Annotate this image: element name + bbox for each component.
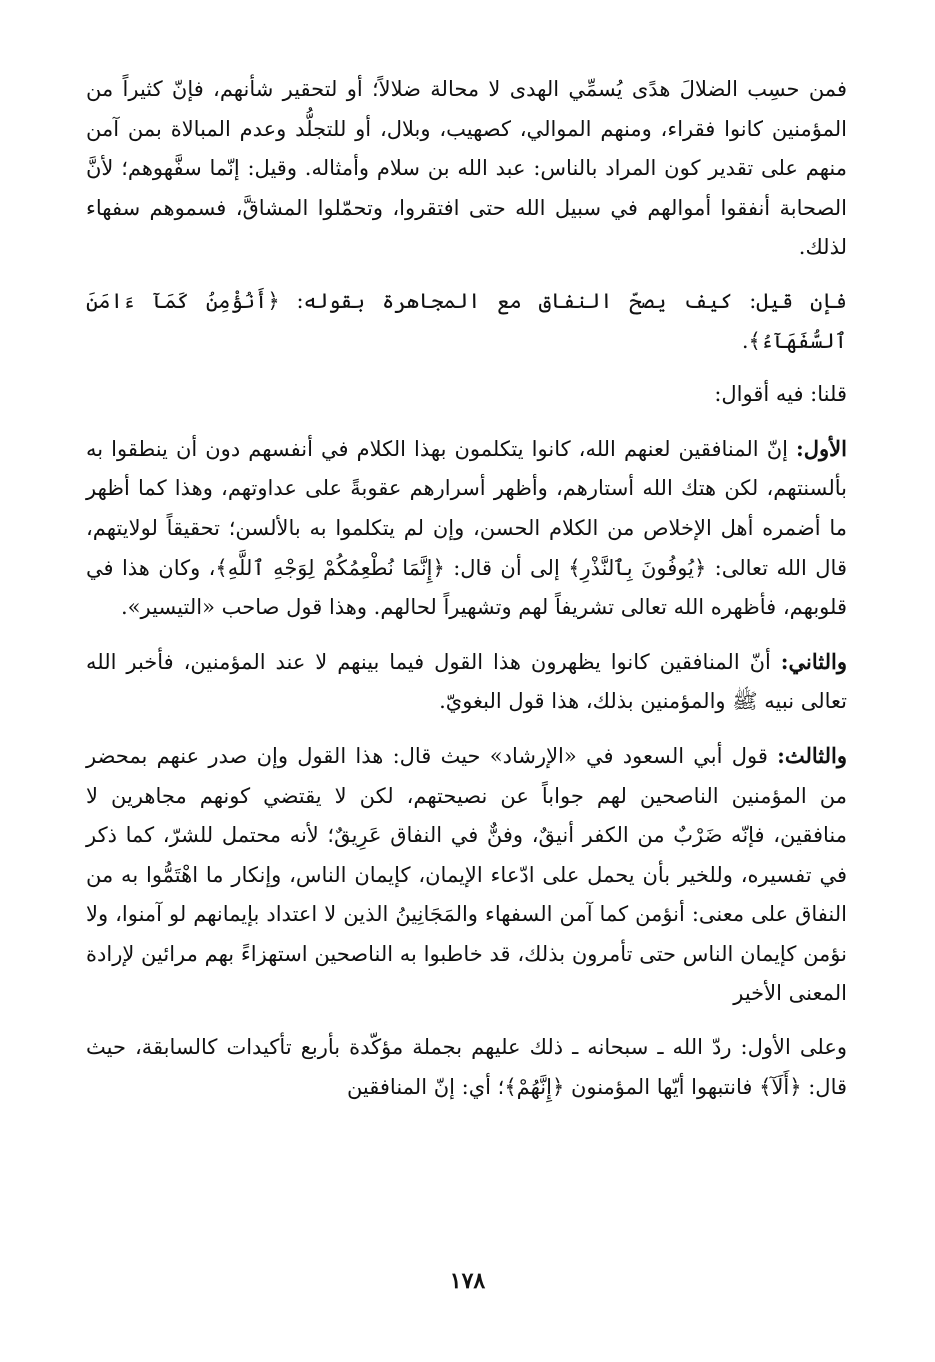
paragraph-3	[86, 375, 847, 415]
paragraph-text: وعلى الأول: ردّ الله ـ سبحانه ـ ذلك عليهم بجملة مؤكّدة بأربع تأكيدات كالسابقة، حيث قال: ﴿أَلَآ﴾ فانتبهوا أيّها المؤمنون ﴿إِنَّهُمْ﴾؛ أي: إنّ المنافقين	[86, 1035, 847, 1099]
paragraph-text: فمن حسِب الضلالَ هدًى يُسمِّي الهدى لا محالة ضلالاً؛ أو لتحقير شأنهم، فإنّ كثيراً من المؤمنين كانوا فقراء، ومنهم الموالي، كصهيب، وبلال، أو للتجلُّد وعدم المبالاة بمن آمن منهم على تقدير كون المراد بالناس: عبد الله بن سلام وأمثاله. وقيل: إنّما سفَّهوهم؛ لأنَّ الصحابة أنفقوا أموالهم في سبيل الله حتى افتقروا، وتحمّلوا المشاقَّ، فسموهم سفهاء لذلك.	[86, 77, 848, 260]
paragraph-text: فإن قيل: كيف يصحّ النفاق مع المجاهرة بقوله: ﴿أَنُؤْمِنُ كَمَآ ءَامَنَ ٱلسُّفَهَآءُ﴾.	[86, 288, 847, 353]
paragraph-text: إنّ المنافقين لعنهم الله، كانوا يتكلمون بهذا الكلام في أنفسهم دون أن ينطقوا به بألسنتهم، لكن هتك الله أستارهم، وأظهر أسرارهم عقوبةً على عداوتهم، وهذا كما أظهر ما أضمره أهل الإخلاص من الكلام الحسن، وإن لم يتكلموا به بالألسن؛ تحقيقاً لولايتهم، قال الله تعالى: ﴿يُوفُونَ بِٱلنَّذْرِ﴾ إلى أن قال: ﴿إِنَّمَا نُطْعِمُكُمْ لِوَجْهِ ٱللَّهِ﴾، وكان هذا في قلوبهم، فأظهره الله تعالى تشريفاً لهم وتشهيراً لحالهم. وهذا قول صاحب «التيسير».	[86, 436, 847, 620]
paragraph-text: قول أبي السعود في «الإرشاد» حيث قال: هذا القول وإن صدر عنهم بمحضر من المؤمنين الناصحين لهم جواباً عن نصيحتهم، لكن لا يقتضي كونهم مجاهرين لا منافقين، فإنّه ضَرْبٌ من الكفر أنيقٌ، وفنٌّ في النفاق عَرِيقٌ؛ لأنه محتمل للشرّ، كما ذكر في تفسيره، وللخير بأن يحمل على ادّعاء الإيمان، كإيمان الناس، وإنكار ما اهْتَمُّوا به من النفاق على معنى: أنؤمن كما آمن السفهاء والمَجَانِينُ الذين لا اعتداد بإيمانهم لو آمنوا، ولا نؤمن كإيمان الناس حتى تأمرون بذلك، قد خاطبوا به الناصحين استهزاءً بهم مرائين لإرادة المعنى الأخير	[86, 743, 847, 1006]
paragraph-text: قلنا: فيه أقوال:	[714, 382, 847, 407]
paragraph-4	[86, 429, 847, 628]
paragraph-1	[86, 70, 847, 268]
paragraph-lead: الأول:	[796, 435, 847, 461]
paragraph-lead: والثاني:	[780, 648, 847, 674]
paragraph-7	[86, 1028, 847, 1107]
paragraph-2	[86, 282, 847, 361]
paragraph-lead: والثالث:	[777, 742, 847, 768]
paragraph-5	[86, 642, 847, 722]
paragraph-6	[86, 736, 847, 1014]
page-number: ١٧٨	[449, 1268, 486, 1294]
paragraph-text: أنّ المنافقين كانوا يظهرون هذا القول فيما بينهم لا عند المؤمنين، فأخبر الله تعالى نبيه ﷺ والمؤمنين بذلك، هذا قول البغويّ.	[86, 649, 847, 714]
